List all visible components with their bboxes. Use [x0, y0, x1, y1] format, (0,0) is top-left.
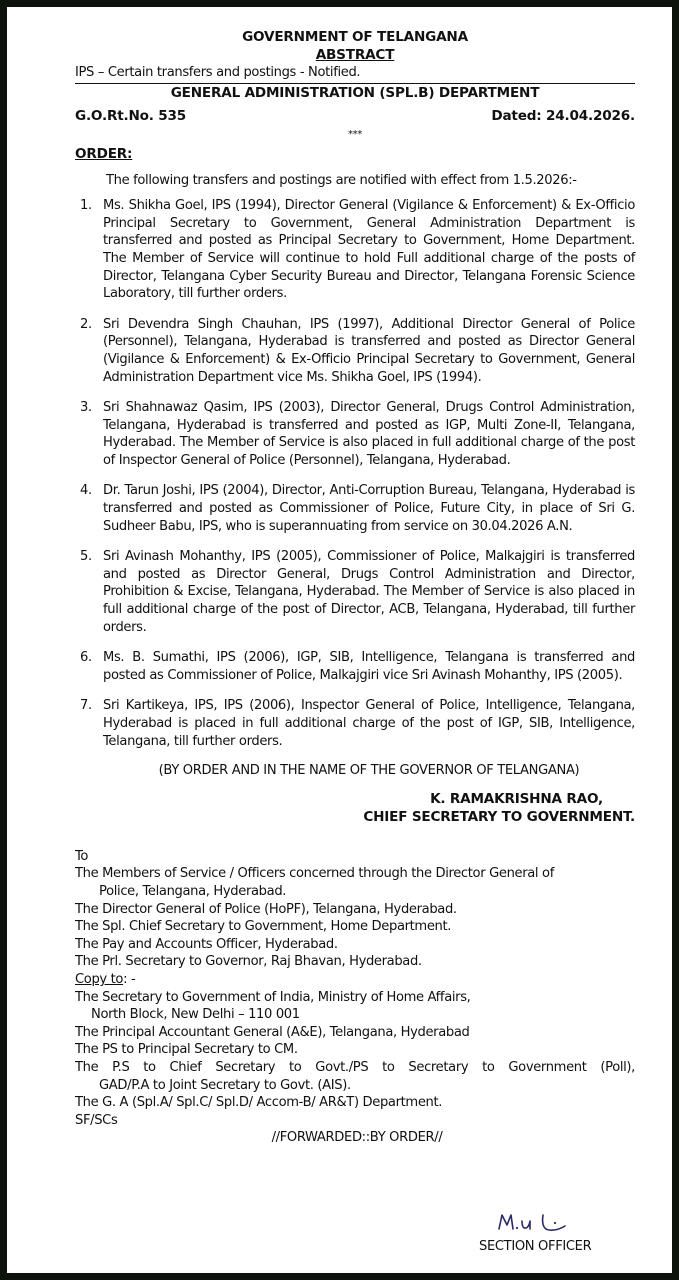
copy-recipient: The G. A (Spl.A/ Spl.C/ Spl.D/ Accom-B/ AR&T) Department.	[75, 1095, 443, 1111]
section-officer-label: SECTION OFFICER	[479, 1239, 592, 1254]
department-title: GENERAL ADMINISTRATION (SPL.B) DEPARTMENT	[170, 84, 540, 101]
copy-recipient: The P.S to Chief Secretary to Govt./PS to Secretary to Government (Poll),	[75, 1059, 635, 1075]
item-number: 5.	[80, 549, 92, 565]
item-number: 7.	[80, 698, 92, 714]
governor-line: (BY ORDER AND IN THE NAME OF THE GOVERNOR OF TELANGANA)	[158, 763, 580, 779]
signatory-name: K. RAMAKRISHNA RAO,	[430, 790, 603, 807]
item-text: Sri Devendra Singh Chauhan, IPS (1997), Additional Director General of Police (Personnel), Telangana, Hyderabad is transferred and posted as Director General (Vigilance & Enforcement) & Ex-Officio Principal Secretary to Government, General Administration Department vice Ms. Shikha Goel, IPS (1994).	[103, 316, 635, 385]
to-label: To	[75, 848, 89, 864]
item-text: Ms. B. Sumathi, IPS (2006), IGP, SIB, Intelligence, Telangana is transferred and posted as Commissioner of Police, Malkajgiri vice Sri Avinash Mohanthy, IPS (2005).	[103, 650, 635, 683]
to-recipient: The Prl. Secretary to Governor, Raj Bhavan, Hyderabad.	[75, 954, 422, 970]
item-text: Sri Kartikeya, IPS, IPS (2006), Inspector General of Police, Intelligence, Telangana, Hyderabad is placed in full additional charge of the post of IGP, SIB, Intelligence, Telangana, till further orders.	[103, 698, 635, 749]
to-recipient: The Pay and Accounts Officer, Hyderabad.	[75, 936, 338, 952]
copy-recipient-cont: GAD/P.A to Joint Secretary to Govt. (AIS).	[99, 1077, 351, 1093]
copy-to-label: Copy to	[75, 971, 124, 987]
separator-stars: ***	[348, 128, 362, 140]
item-number: 3.	[80, 400, 92, 416]
forwarded-by-order: //FORWARDED::BY ORDER//	[271, 1130, 443, 1146]
to-recipient: The Members of Service / Officers concerned through the Director General of	[75, 866, 554, 882]
order-item	[75, 697, 635, 750]
signatory-title: CHIEF SECRETARY TO GOVERNMENT.	[363, 808, 635, 825]
copy-recipient: The Secretary to Government of India, Ministry of Home Affairs,	[75, 989, 471, 1005]
order-item	[75, 197, 635, 303]
signatory-block	[75, 790, 635, 826]
copy-recipient-cont: North Block, New Delhi – 110 001	[91, 1007, 300, 1023]
order-item	[75, 649, 635, 684]
order-items	[75, 197, 635, 750]
copy-recipient: SF/SCs	[75, 1112, 118, 1128]
item-text: Sri Shahnawaz Qasim, IPS (2003), Director General, Drugs Control Administration, Telangana, Hyderabad is transferred and posted as IGP, Multi Zone-II, Telangana, Hyderabad. The Member of Service is also placed in full additional charge of the post of Inspector General of Police (Personnel), Telangana, Hyderabad.	[103, 400, 635, 468]
to-recipient: The Director General of Police (HoPF), Telangana, Hyderabad.	[75, 901, 457, 917]
copy-recipient: The Principal Accountant General (A&E), Telangana, Hyderabad	[75, 1024, 470, 1040]
order-item	[75, 548, 635, 636]
order-heading: ORDER:	[75, 145, 133, 162]
item-number: 1.	[80, 198, 92, 214]
go-number: G.O.Rt.No. 535	[75, 108, 187, 125]
subject-line: IPS – Certain transfers and postings - Notified.	[75, 64, 635, 84]
item-text: Sri Avinash Mohanthy, IPS (2005), Commissioner of Police, Malkajgiri is transferred and posted as Director General, Drugs Control Administration and Director, Prohibition & Excise, Telangana, Hyderabad. The Member of Service is also placed in full additional charge of the post of Director, ACB, Telangana, Hyderabad, till further orders.	[103, 549, 635, 635]
to-recipient-cont: Police, Telangana, Hyderabad.	[99, 883, 287, 899]
item-text: Ms. Shikha Goel, IPS (1994), Director General (Vigilance & Enforcement) & Ex-Officio Principal Secretary to Government, General Administration Department is transferred and posted as Principal Secretary to Government, Home Department. The Member of Service will continue to hold Full additional charge of the posts of Director, Telangana Cyber Security Bureau and Director, Telangana Forensic Science Laboratory, till further orders.	[103, 198, 635, 302]
item-number: 6.	[80, 650, 92, 666]
distribution-block	[75, 848, 635, 1147]
go-line	[75, 108, 635, 126]
signature-icon	[495, 1207, 585, 1237]
go-date: Dated: 24.04.2026.	[491, 108, 635, 125]
order-item	[75, 399, 635, 469]
copy-to-heading	[75, 971, 635, 989]
order-item	[75, 316, 635, 386]
document-content	[75, 29, 635, 1147]
item-text: Dr. Tarun Joshi, IPS (2004), Director, Anti-Corruption Bureau, Telangana, Hyderabad is transferred and posted as Commissioner of Police, Future City, in place of Sri G. Sudheer Babu, IPS, who is superannuating from service on 30.04.2026 A.N.	[103, 483, 635, 534]
item-number: 4.	[80, 483, 92, 499]
copy-to-suffix: : -	[123, 971, 136, 987]
order-intro: The following transfers and postings are notified with effect from 1.5.2026:-	[106, 172, 577, 188]
copy-recipient: The PS to Principal Secretary to CM.	[75, 1042, 298, 1058]
document-page	[7, 7, 672, 1273]
government-title: GOVERNMENT OF TELANGANA	[242, 29, 468, 45]
to-recipient: The Spl. Chief Secretary to Government, Home Department.	[75, 919, 452, 935]
abstract-label: ABSTRACT	[315, 46, 395, 63]
item-number: 2.	[80, 316, 92, 332]
order-item	[75, 482, 635, 535]
